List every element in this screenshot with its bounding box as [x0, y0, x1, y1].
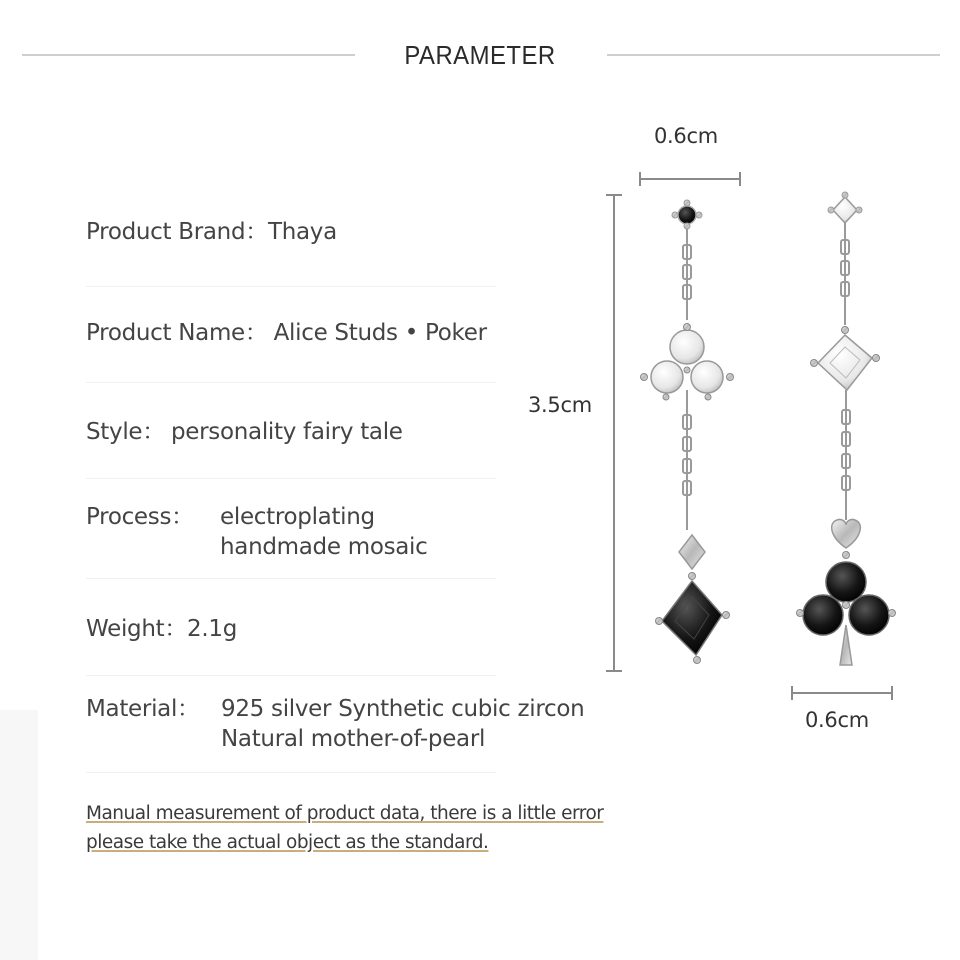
param-value-line: handmade mosaic	[220, 534, 428, 560]
param-value: 2.1g	[187, 616, 238, 642]
bottom-width-label: 0.6cm	[805, 708, 869, 732]
top-width-line	[639, 178, 741, 180]
clear-diamond-stone-icon	[811, 327, 880, 391]
clear-diamond-stud-icon	[828, 192, 862, 223]
top-width-label: 0.6cm	[654, 124, 718, 148]
divider	[86, 478, 496, 479]
divider	[86, 286, 496, 287]
param-label: Product Name：	[86, 320, 268, 346]
chain-icon	[842, 390, 850, 520]
silver-heart-link-icon	[832, 519, 861, 548]
chain-icon	[841, 223, 849, 325]
silver-diamond-link-icon	[679, 535, 705, 569]
left-earring-image	[630, 185, 760, 685]
param-process	[86, 502, 194, 532]
param-weight	[86, 614, 237, 644]
header-divider-right	[607, 54, 940, 56]
param-label: Process：	[86, 504, 194, 530]
param-value-line: Natural mother-of-pearl	[221, 726, 486, 752]
right-earring-image	[790, 185, 920, 685]
param-value-line: electroplating	[220, 504, 375, 530]
param-label: Product Brand：	[86, 219, 268, 245]
bottom-width-line	[791, 692, 893, 694]
chain-icon	[683, 390, 691, 530]
chain-icon	[683, 229, 691, 320]
clear-club-icon	[641, 324, 734, 401]
param-value: personality fairy tale	[170, 419, 403, 445]
height-label: 3.5cm	[528, 393, 592, 417]
note-line-2: please take the actual object as the standard.	[86, 832, 489, 853]
black-round-stud-icon	[672, 200, 702, 229]
note-line-1: Manual measurement of product data, there is a little error	[86, 803, 604, 824]
measurement-note	[86, 799, 603, 857]
param-label: Style：	[86, 419, 165, 445]
black-diamond-stone-icon	[656, 573, 730, 664]
param-value: Thaya	[267, 219, 337, 245]
left-edge-strip	[0, 710, 38, 960]
param-label: Weight：	[86, 616, 188, 642]
black-club-stone-icon	[797, 552, 896, 666]
param-value: Alice Studs • Poker	[273, 320, 487, 346]
height-line	[613, 194, 615, 672]
header-divider-left	[22, 54, 355, 56]
divider	[86, 675, 496, 676]
param-material	[86, 694, 200, 724]
divider	[86, 382, 496, 383]
divider	[86, 772, 496, 773]
param-style	[86, 417, 403, 447]
page-title: PARAMETER	[404, 40, 556, 70]
param-brand	[86, 217, 337, 247]
divider	[86, 578, 496, 579]
param-label: Material：	[86, 696, 200, 722]
param-value-line: 925 silver Synthetic cubic zircon	[221, 696, 585, 722]
param-product-name	[86, 318, 487, 348]
